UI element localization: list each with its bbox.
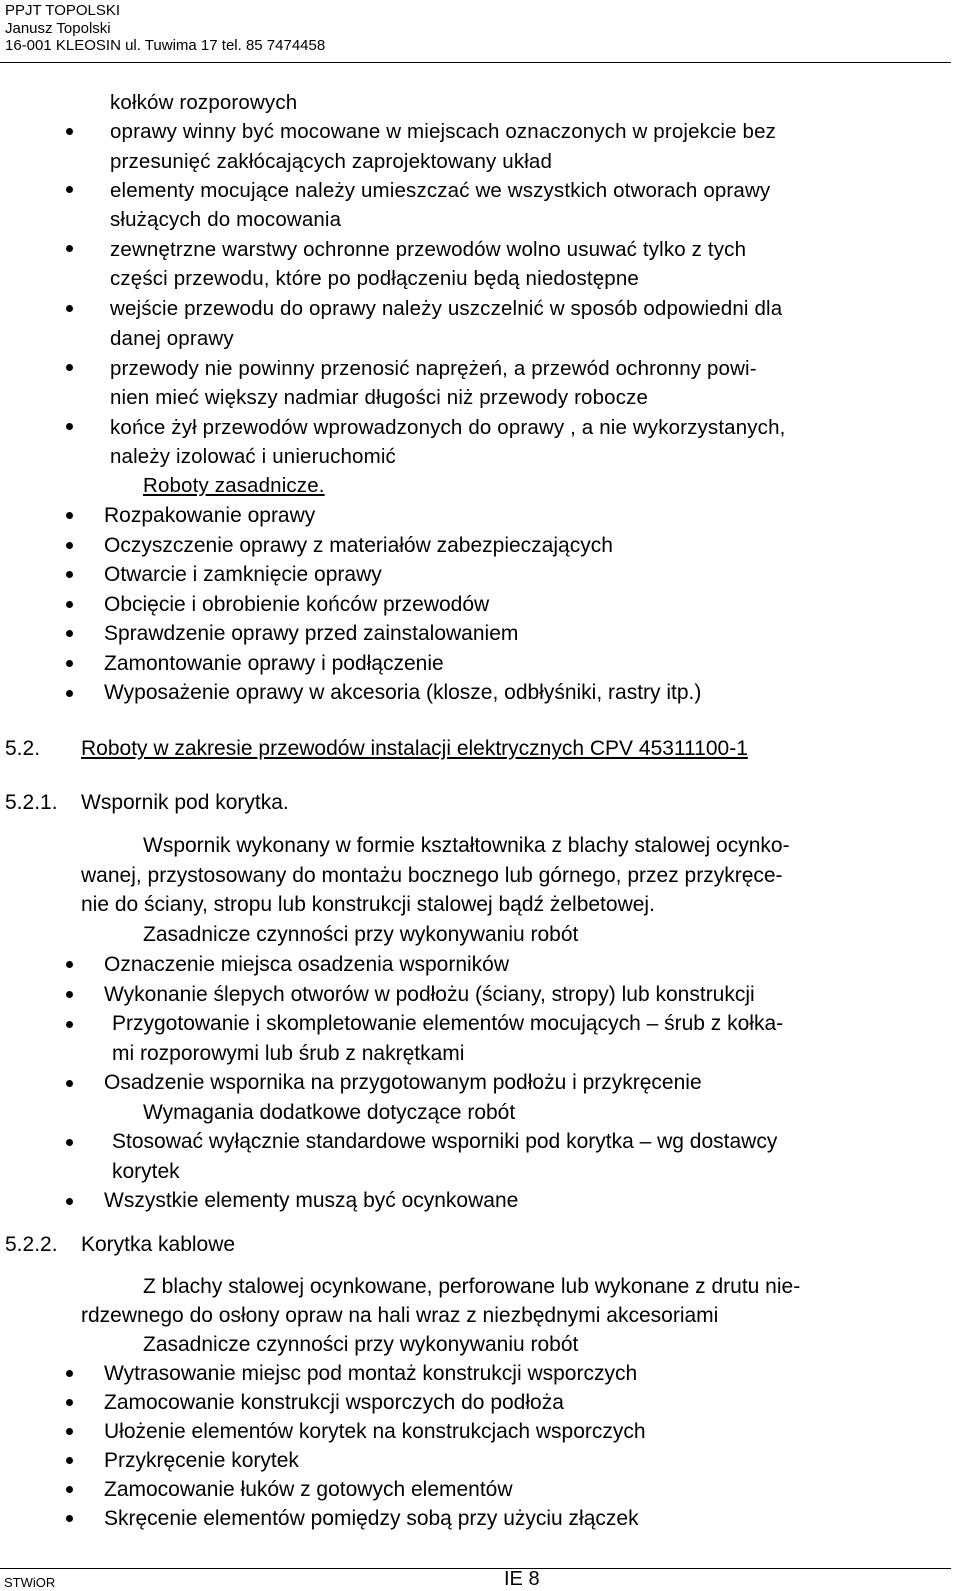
list-item: przewody nie powinny przenosić naprężeń, a przewód ochronny powi-	[110, 357, 757, 380]
paragraph-line: rdzewnego do osłony opraw na hali wraz z niezbędnymi akcesoriami	[81, 1304, 719, 1327]
bullet-icon	[66, 423, 73, 430]
list-item: Zamocowanie łuków z gotowych elementów	[104, 1478, 513, 1501]
list-item: Otwarcie i zamknięcie oprawy	[104, 563, 382, 586]
bullet-icon	[66, 305, 73, 312]
bullet-icon	[66, 1139, 73, 1146]
list-item: Stosować wyłącznie standardowe wsporniki pod korytka – wg dostawcy	[112, 1130, 778, 1153]
text-line: korytek	[112, 1160, 180, 1183]
text-line: mi rozporowymi lub śrub z nakrętkami	[112, 1042, 465, 1065]
list-item: Ułożenie elementów korytek na konstrukcjach wsporczych	[104, 1420, 646, 1443]
list-item: oprawy winny być mocowane w miejscach oznaczonych w projekcie bez	[110, 120, 777, 143]
list-item: Obcięcie i obrobienie końców przewodów	[104, 593, 490, 616]
bullet-icon	[66, 961, 73, 968]
bullet-icon	[66, 1457, 73, 1464]
section-number: 5.2.2.	[5, 1233, 58, 1256]
bullet-icon	[66, 1198, 73, 1205]
paragraph-line: Z blachy stalowej ocynkowane, perforowane lub wykonane z drutu nie-	[143, 1275, 801, 1298]
section-number: 5.2.	[5, 737, 41, 760]
bullet-icon	[66, 1486, 73, 1493]
text-line: przesunięć zakłócających zaprojektowany układ	[110, 150, 553, 173]
section-title: Wspornik pod korytka.	[81, 791, 289, 814]
list-item: zewnętrzne warstwy ochronne przewodów wolno usuwać tylko z tych	[110, 238, 747, 261]
paragraph-line: wanej, przystosowany do montażu bocznego lub górnego, przez przykręce-	[81, 864, 783, 887]
bullet-icon	[66, 128, 73, 135]
list-item: Zamontowanie oprawy i podłączenie	[104, 652, 444, 675]
list-item: Rozpakowanie oprawy	[104, 504, 316, 527]
list-item: końce żył przewodów wprowadzonych do oprawy , a nie wykorzystanych,	[110, 416, 786, 439]
bullet-icon	[66, 364, 73, 371]
bullet-icon	[66, 690, 73, 697]
text-line: służących do mocowania	[110, 208, 342, 231]
subheading: Wymagania dodatkowe dotyczące robót	[143, 1101, 516, 1124]
bullet-icon	[66, 1021, 73, 1028]
section-number: 5.2.1.	[5, 791, 58, 814]
list-item: elementy mocujące należy umieszczać we wszystkich otworach oprawy	[110, 179, 771, 202]
list-item: wejście przewodu do oprawy należy uszczelnić w sposób odpowiedni dla	[110, 297, 783, 320]
list-item: Wytrasowanie miejsc pod montaż konstrukcji wsporczych	[104, 1362, 638, 1385]
list-item: Oczyszczenie oprawy z materiałów zabezpieczających	[104, 534, 613, 557]
footer-doc-code: STWiOR	[4, 1575, 56, 1590]
subheading: Zasadnicze czynności przy wykonywaniu robót	[143, 923, 579, 946]
list-item: Wykonanie ślepych otworów w podłożu (ściany, stropy) lub konstrukcji	[104, 983, 755, 1006]
bullet-icon	[66, 630, 73, 637]
bullet-icon	[66, 512, 73, 519]
list-item: Sprawdzenie oprawy przed zainstalowaniem	[104, 622, 519, 645]
section-title: Roboty w zakresie przewodów instalacji elektrycznych CPV 45311100-1	[81, 737, 748, 760]
bullet-icon	[66, 571, 73, 578]
list-item: Przygotowanie i skompletowanie elementów mocujących – śrub z kołka-	[112, 1012, 784, 1035]
list-item: Skręcenie elementów pomiędzy sobą przy użyciu złączek	[104, 1507, 639, 1530]
bullet-icon	[66, 186, 73, 193]
bullet-icon	[66, 601, 73, 608]
list-item: Wszystkie elementy muszą być ocynkowane	[104, 1189, 519, 1212]
paragraph-line: Wspornik wykonany w formie kształtownika z blachy stalowej ocynko-	[143, 834, 790, 857]
footer-page-label: IE 8	[504, 1568, 540, 1590]
bullet-icon	[66, 245, 73, 252]
footer-divider	[0, 1568, 951, 1569]
subheading-main-works: Roboty zasadnicze.	[143, 474, 325, 497]
list-item: Wyposażenie oprawy w akcesoria (klosze, odbłyśniki, rastry itp.)	[104, 681, 702, 704]
header-company: PPJT TOPOLSKI	[5, 2, 121, 19]
list-item: Osadzenie wspornika na przygotowanym podłożu i przykręcenie	[104, 1071, 702, 1094]
bullet-icon	[66, 1399, 73, 1406]
section-title: Korytka kablowe	[81, 1233, 236, 1256]
header-divider	[0, 62, 951, 63]
text-line: części przewodu, które po podłączeniu będą niedostępne	[110, 267, 639, 290]
bullet-icon	[66, 660, 73, 667]
bullet-icon	[66, 991, 73, 998]
bullet-icon	[66, 1428, 73, 1435]
header-name: Janusz Topolski	[5, 19, 111, 37]
bullet-icon	[66, 542, 73, 549]
bullet-icon	[66, 1080, 73, 1087]
list-item: Oznaczenie miejsca osadzenia wsporników	[104, 953, 510, 976]
text-line: nien mieć większy nadmiar długości niż przewody robocze	[110, 386, 649, 409]
paragraph-line: nie do ściany, stropu lub konstrukcji stalowej bądź żelbetowej.	[81, 893, 655, 916]
page-header	[5, 2, 325, 55]
subheading: Zasadnicze czynności przy wykonywaniu robót	[143, 1333, 579, 1356]
bullet-icon	[66, 1370, 73, 1377]
header-address: 16-001 KLEOSIN ul. Tuwima 17 tel. 85 7474458	[5, 37, 326, 54]
text-line: kołków rozporowych	[110, 91, 298, 114]
text-line: danej oprawy	[110, 327, 234, 350]
list-item: Przykręcenie korytek	[104, 1449, 299, 1472]
list-item: Zamocowanie konstrukcji wsporczych do podłoża	[104, 1391, 564, 1414]
text-line: należy izolować i unieruchomić	[110, 445, 396, 468]
bullet-icon	[66, 1515, 73, 1522]
